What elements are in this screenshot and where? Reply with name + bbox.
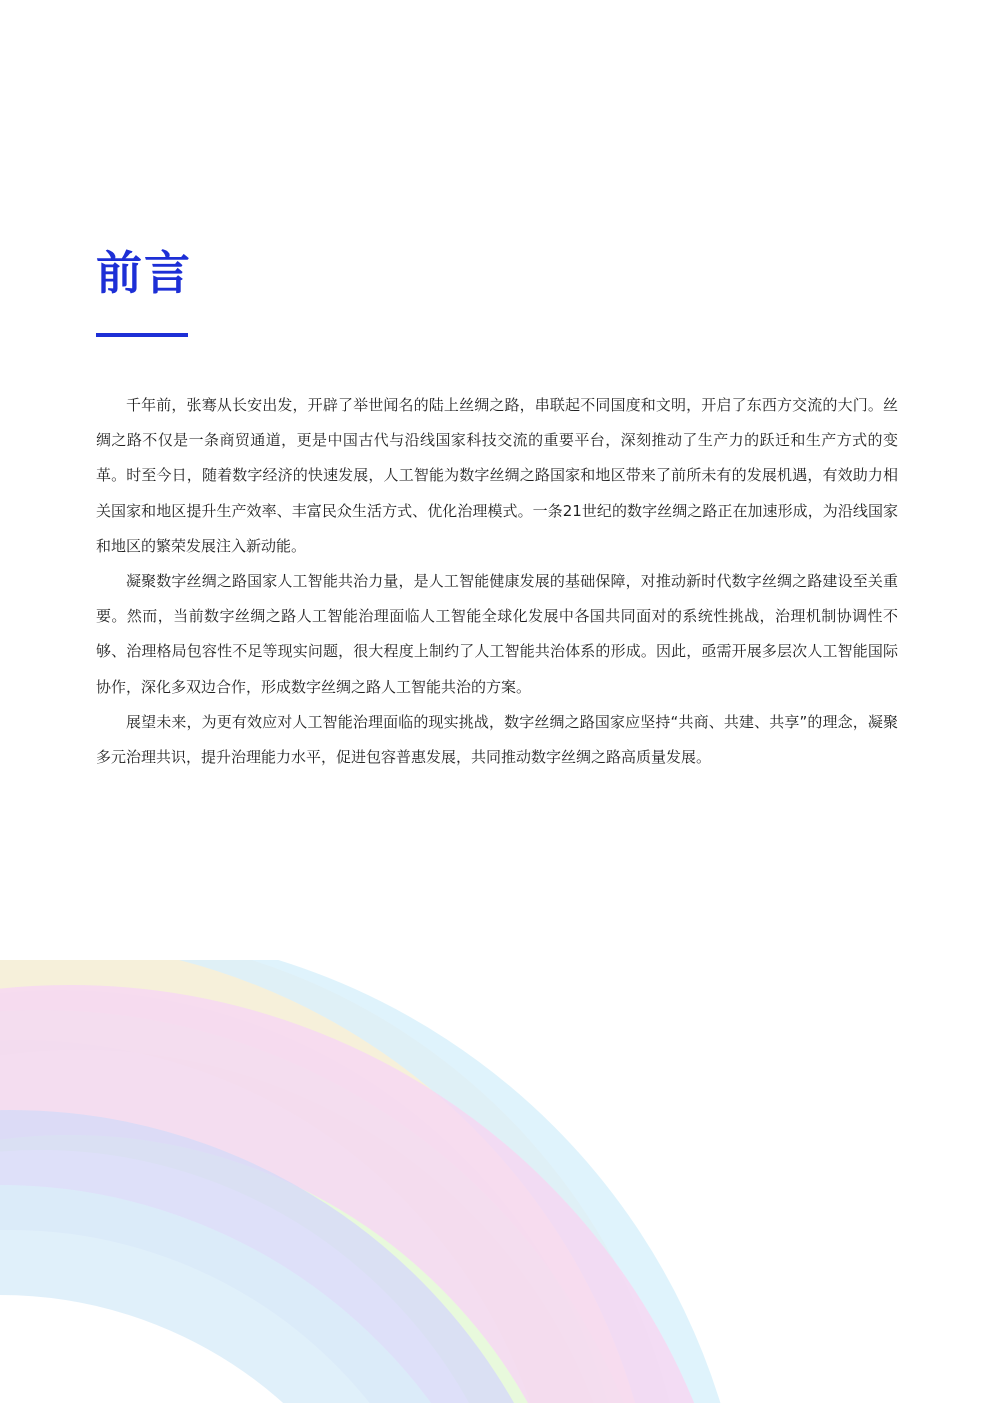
page-title: 前言 <box>96 246 192 300</box>
paragraph-1: 千年前，张骞从长安出发，开辟了举世闻名的陆上丝绸之路，串联起不同国度和文明，开启了东西方交流的大门。丝绸之路不仅是一条商贸通道，更是中国古代与沿线国家科技交流的重要平台，深刻推动了生产力的跃迁和生产方式的变革。时至今日，随着数字经济的快速发展，人工智能为数字丝绸之路国家和地区带来了前所未有的发展机遇，有效助力相关国家和地区提升生产效率、丰富民众生活方式、优化治理模式。一条21世纪的数字丝绸之路正在加速形成，为沿线国家和地区的繁荣发展注入新动能。 <box>96 396 898 555</box>
paragraph-3: 展望未来，为更有效应对人工智能治理面临的现实挑战，数字丝绸之路国家应坚持“共商、共建、共享”的理念，凝聚多元治理共识，提升治理能力水平，促进包容普惠发展，共同推动数字丝绸之路高质量发展。 <box>96 712 898 767</box>
preface-body <box>96 388 898 775</box>
decorative-arcs <box>0 960 992 1403</box>
paragraph-2: 凝聚数字丝绸之路国家人工智能共治力量，是人工智能健康发展的基础保障，对推动新时代数字丝绸之路建设至关重要。然而，当前数字丝绸之路人工智能治理面临人工智能全球化发展中各国共同面对的系统性挑战，治理机制协调性不够、治理格局包容性不足等现实问题，很大程度上制约了人工智能共治体系的形成。因此，亟需开展多层次人工智能国际协作，深化多双边合作，形成数字丝绸之路人工智能共治的方案。 <box>96 572 898 696</box>
title-underline <box>96 333 188 337</box>
arc-group <box>0 960 690 1403</box>
